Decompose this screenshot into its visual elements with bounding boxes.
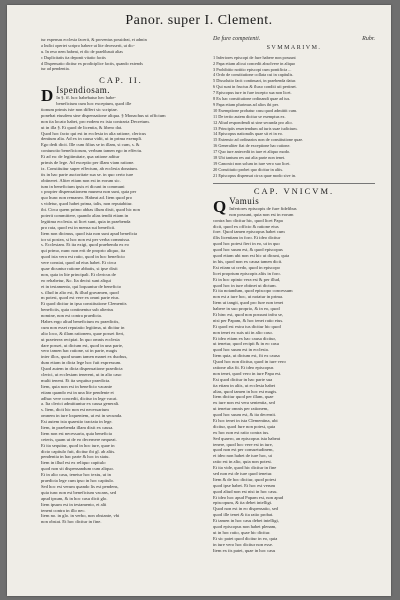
text-line: Quod hoc facto qui est in ecclesia in alia ratione, clericus	[41, 130, 146, 136]
text-line: Item ex iis patet, quae in hoc casu	[213, 547, 276, 553]
right-dropcap: Q	[213, 197, 227, 217]
text-line: cum non esset reputatio legitima, ut dicitur in	[41, 324, 125, 330]
text-line: nomine, non est contra praedicta.	[41, 313, 102, 319]
text-line: dicto capitulo fuit, dicitur ibi gl. ab aliis.	[41, 448, 116, 454]
text-line: alio loco, & illam rationem, quae posset fieri,	[41, 330, 125, 336]
text-line: Et in alio casu, tenetur hoc textu, ut in	[41, 472, 111, 478]
summary-item: 16 Generaliter fiat de exceptione hac ratione.	[213, 143, 291, 149]
text-line: non, quia in lite principali. Et clericus de	[41, 271, 116, 277]
text-line: Et in hoc opinio vera est & per illud,	[213, 276, 281, 282]
text-line: Item in illud est ex reliquo capitulo	[41, 460, 106, 466]
note-line: c Duplicitatis ita deponit vitatio factis	[41, 54, 106, 60]
text-line: quod hoc suum est, & quod episcopus	[213, 247, 283, 253]
text-line: fore. Quod tamen episcopus habet cum	[213, 229, 285, 235]
text-line: Est etiam ut credo, quod in episcopo	[213, 264, 280, 270]
text-line: quae dicuntur ratione abbatis, si ipse dixit	[41, 265, 118, 271]
text-line: quod etiam ubi non est hic ut dicunt, quia	[213, 253, 290, 259]
text-line: tionum primis iste non differt sic scriptae.	[41, 106, 118, 112]
text-line: ut praeterea recipiat. In quo omnis ecclesia	[41, 336, 120, 342]
text-line: in his, quod non ex causa tamen dicit.	[213, 258, 283, 264]
text-line: vero tamen hac ratione, ut in parte, magis	[41, 348, 118, 354]
text-line: illis licentiam in foro. Et ideo dicitur	[213, 235, 281, 241]
text-line: ratione alia fit. Et ideo episcopus	[213, 364, 274, 370]
text-line: quod hoc in iure obtinet ut dictum.	[213, 282, 277, 288]
text-line: coniunctio beneficiorum, verbum tamen ego in effectu.	[41, 148, 143, 154]
text-line: quod episcopus non habet plenam,	[213, 524, 277, 530]
text-line: Et sic patet quod dicitur in eo, quia	[213, 535, 278, 541]
note-line: d Dispensatio dicitur ex prodiciplice factis, quando extends	[41, 60, 143, 66]
summary-item: 3 Prohibitio notitio episcopi cum pontificia ...	[213, 66, 292, 72]
top-notes	[41, 37, 201, 72]
text-line: dentium alia. Ad ex in causa vidit, ut in prima exempli.	[41, 136, 143, 142]
text-line: Sed quaero, an episcopus ista habeat	[213, 435, 281, 441]
summary-item: 2 Papa etiam alicui concedit absolvere in aliquo	[213, 60, 296, 66]
text-line: eo rehabetur, &c. Ita decisi sunt aliqui	[41, 277, 111, 283]
text-line: tum in beneficium ipsis et dicunt in communi	[41, 183, 125, 189]
text-line: quod ipse habet. Et hoc est verum	[213, 482, 276, 488]
text-line: s videtur, quod habet prima, talis, non reputabitur.	[41, 201, 133, 207]
text-line: Et ideo hoc apud Papam est, non apud	[213, 494, 284, 500]
right-dropcap-word: Vamuis	[229, 196, 260, 207]
text-line: Item non est necessaria, quia beneficia	[41, 430, 112, 436]
summary-item: 14 Episcopus nationalis quae sit et in eo.	[213, 131, 283, 137]
summary-item: 7 Episcopus iure in fure incepto sua non licet.	[213, 90, 292, 96]
text-line: episcopum, & ita debet intelligi.	[213, 500, 273, 506]
text-line: ex hoc non est ratio contra ius.	[213, 429, 270, 435]
text-line: pendentia in hac parte & hoc in statu.	[41, 454, 110, 460]
text-line: Quod non est in eo dispensatio, sed	[213, 506, 278, 512]
text-line: primis de lege. Ad exceptio per illam viam ratione.	[41, 159, 135, 165]
text-line: Et ita sequitur, quod in hoc iure, quae in	[41, 442, 115, 448]
summary-item: 9 Papa etiam plurimus ad alios ibi per.	[213, 101, 279, 107]
text-line: sed non est de iure quod tenetur.	[213, 471, 273, 476]
summary-item: 8 Ex hac constitutione ordinandi quae ad ius.	[213, 96, 291, 102]
text-line: nisi per Papam, & hoc tenet ratio eius.	[213, 317, 284, 323]
text-line: ibi. Circa quem primo abbas illum dixit, quod hic non	[41, 207, 140, 213]
note-line: tur expensas ecclesia facerit, & proventus possideat, et admin	[41, 37, 147, 42]
text-line: vere constat, quod ad eius habet. Et circa	[41, 260, 117, 266]
text-line: habere in suo proprio, & in eo, quod	[213, 306, 280, 312]
summary-item: 17 Quo iure antecedit in iure et aliquo modo.	[213, 149, 291, 155]
summary-item: 6 Qui sunt in fructus & fluxo conditi uti pertinet.	[213, 84, 297, 90]
text-line: obtineret. Aliter etiam non est in eorum sic.	[41, 177, 121, 183]
text-line: dum etiam in dicta lege hoc fuit expressum.	[41, 360, 122, 366]
text-line: Item quia, ut dictum est, fit ex causa	[213, 353, 280, 359]
text-line: Item no. in glo. in verbo, non obstante, vbi	[41, 513, 120, 519]
text-line: s. illud in alio est, & illud gravamen, quod	[41, 289, 119, 295]
text-line: Ego dedi dicit. Ille cum filius se in illam, si cum, s. &	[41, 142, 140, 148]
text-line: contra hoc dicitur hic, quod licet Papa	[213, 217, 283, 223]
text-line: tor ut postea, si hoc non est per verba commissa.	[41, 236, 131, 242]
summary-list	[213, 55, 375, 179]
note-line: u. In reso nem habeat, et dic de praelibauit alias	[41, 48, 123, 54]
summary-item: 1 Inferiores episcopi de fure habere non possunt	[213, 54, 296, 60]
text-line: Et quod dicitur in ipsa constitutione Clementis	[41, 301, 127, 307]
summary-header-line	[213, 37, 375, 43]
text-line: ceteris, quam ut de eo decernere nequeat.	[41, 436, 117, 442]
text-line: dicitur, quod fure non potest, quia	[213, 423, 276, 429]
text-line: legitima ecclesia. ut licet sunt, quia in praebenda	[41, 218, 131, 224]
text-line: Et ideo etiam ex hac causa dicitur,	[213, 335, 276, 341]
text-line: non ita locato habet, pro eodem ex ista contraria Decretum.	[41, 118, 150, 124]
text-line: quod ista vera est ratio, quod in hoc beneficio	[41, 254, 125, 260]
text-line: clerici, ut ecclesiam tenerent, ut in alio caso	[41, 372, 122, 378]
text-line: c propter dispensationem munera non sunt, quia per	[41, 189, 137, 195]
book-page	[7, 5, 391, 596]
text-line: adhuc vere concedit, dicitur in lege vacat.	[41, 395, 118, 401]
text-line: quod hoc suum est in ecclesia.	[213, 347, 269, 353]
text-line: omnem in iure loquentem, ut est in secunda.	[41, 413, 123, 419]
text-line: alias, quod tamen in hoc est magis.	[213, 388, 278, 394]
text-line: quia tunc non est beneficium vacans, sed	[41, 489, 117, 495]
text-line: et ideo non habet de iure hoc, ut	[213, 453, 272, 459]
text-line: ponebat eiusdem sine dispensatione aliqua. § Monachus ut officium	[41, 112, 166, 118]
text-line: ratio est in alio, quia non potest.	[213, 459, 272, 465]
text-line: ut tenetur omnis per rationem,	[213, 406, 269, 412]
text-line: Item & de hoc dicitur, quod potest	[213, 476, 276, 482]
text-line: Quod hoc non dicitur, quod in iure vero	[213, 359, 286, 365]
note-line: a Indici opertet scripro habere ut lite decesserit, ut dic-	[41, 42, 135, 48]
text-line: s. Item, dicit hic non est necessarium	[41, 407, 109, 413]
summary-item: 12 Aliud respondendi ut sine secunda pro alio.	[213, 119, 293, 125]
text-line: multi tenent. Et ita sequitur praedicta.	[41, 377, 111, 383]
right-column	[213, 37, 375, 582]
text-line: quo hunc non remaneo. Habeat ad. Item quod pro	[41, 195, 133, 201]
text-line: quod ille tenet & ita ratio probat.	[213, 512, 274, 518]
note-line: tur ad pendentia.	[41, 66, 70, 72]
text-line: Sed hoc est verum quando lis est pendens,	[41, 483, 119, 489]
text-line: quod non est per consuetudinem,	[213, 447, 274, 453]
text-line: inter illos, quod unum tamen manet ex duobus,	[41, 354, 128, 360]
text-line: praedicta lege cum ipso in hoc capitulo.	[41, 478, 115, 484]
summary-item: 20 Constitutio probet quo dicitur in aliis.	[213, 166, 284, 172]
text-line: non possunt, quia non est in eorum	[229, 211, 294, 217]
summary-item: 10 Exemptione probatur casu quod admittit cum.	[213, 107, 298, 113]
right-body-text	[213, 206, 375, 554]
text-line: Est autem ista quaestio tractata in lege.	[41, 419, 113, 425]
text-line: ix. Constituitur super effectum, ab ecclesia donatum.	[41, 165, 138, 171]
text-line: Item non dicimus, quod ista non sunt apud beneficia	[41, 230, 138, 236]
summary-item: 5 Dissolutio facit continuari, in praebenda datur.	[213, 78, 297, 84]
text-line: tis in hac parte auctoritate sua se. in quo certo iure	[41, 171, 134, 177]
text-line: dare posset, ut dictum est, quod in una parte,	[41, 342, 124, 348]
running-head: Panor. super I. Clement.	[125, 13, 273, 28]
text-line: ex iure non est vera sententia, sed	[213, 400, 275, 406]
text-line: Item dicitur quod per illam, quae	[213, 394, 274, 400]
text-line: licet proprium episcopis aliis in foro.	[213, 270, 281, 276]
left-dropcap-word: Ispendiosam.	[56, 85, 111, 96]
divider	[213, 183, 375, 184]
text-line: Et ad ea: de legitimitate, qua ratione aditur	[41, 154, 120, 160]
left-column	[41, 37, 201, 582]
text-line: In §. ff. hoc habebatur hec habe-	[56, 95, 116, 101]
summary-item: 21 Episcopus dispensat circa quae modo sive in.	[213, 172, 297, 178]
text-line: tenent contra in illo nec.	[41, 507, 86, 513]
text-line: quod hoc suum est, & ita decernit.	[213, 412, 277, 418]
summary-item: 19 Canonici non solum in iure vero suo licet.	[213, 160, 291, 166]
text-line: Item ut tangit, quod pro fure non tenet	[213, 300, 284, 306]
text-line: tenere, quod hoc vere est in iure,	[213, 441, 273, 447]
text-line: non obstat. Et hoc dicitur in fine.	[41, 519, 102, 525]
text-line: Item ipsum est in testamento, et alii	[41, 501, 107, 507]
text-line: quod non sit dispensandum cum aliquo.	[41, 466, 114, 472]
text-line: etiam quando est in una lite pendente et	[41, 389, 114, 395]
text-line: non est a iure hoc, ut notatur in prima.	[213, 294, 284, 300]
text-line: apud ipsum, & in hoc casu dicit glo.	[41, 495, 108, 501]
summary-item: 18 Ubi tantum res aut alia parte non tenet.	[213, 154, 286, 160]
left-chapter-heading: CAP. II.	[99, 75, 143, 86]
text-line: Quod autem in dicta dispensatione praedicta	[41, 366, 123, 372]
text-line: quod aliud non est nisi in hoc casu.	[213, 488, 278, 494]
text-line: Habes ergo aliud beneficium ex praedictis,	[41, 319, 120, 324]
text-line: Et hoc tenet in ista Clementina, ubi	[213, 417, 278, 423]
text-line: Et tamen in hoc casu debet intelligi,	[213, 518, 279, 524]
summary-heading: SVMMARIVM.	[266, 44, 322, 51]
summary-title-right: Rubr.	[362, 36, 375, 42]
summary-item: 15 Extensio ad ordinarios non de constitutione quae.	[213, 137, 304, 143]
text-line: ut in illa §. Et quod de licentia, & libero dat.	[41, 124, 123, 130]
text-line: m potest, quod est vere ex omni parte eius.	[41, 295, 120, 301]
summary-title-left: De fure competenti.	[213, 36, 261, 42]
summary-item: 11 De tertio autem dicitur se exemptus ex.	[213, 113, 286, 119]
text-line: qui primo, nunc non erit de proprio aliquo, ita	[41, 248, 126, 254]
text-line: et in testamento, qui loquuntur de beneficio	[41, 283, 121, 289]
summary-item: 13 Principiis reuertendum ad iuris suae iudicium.	[213, 125, 298, 131]
text-line: ut tenetur, quod recipit & in eo casu	[213, 341, 279, 347]
text-line: beneficium cum hoc exceptum, quod ille	[56, 101, 132, 107]
text-line: poterit committere, quando alias tendit etiam in	[41, 212, 129, 218]
left-body-text	[41, 95, 201, 525]
text-line: Et ita notandum, quod episcopo concessum	[213, 288, 293, 294]
text-line: quod hoc potest fieri in eo, ut in quo	[213, 241, 280, 247]
text-line: Et hinc est, quod non possunt infra se,	[213, 311, 284, 317]
text-line: Et quod est extra ius dicitur hic quod	[213, 323, 281, 329]
text-line: ut in hoc ratio, quae hic dicitur.	[213, 529, 271, 535]
text-line: non tenet, quod vero in iure Papa est.	[213, 370, 282, 376]
text-line: a. Ita clerici admittuntur ex causa generali.	[41, 401, 120, 407]
text-line: Inferiores episcopis de fure fidelibus	[229, 205, 297, 211]
text-line: in iure vero hoc dicitur non esse.	[213, 541, 274, 547]
text-line: beneficiis, quia continentur sub alterius	[41, 307, 114, 313]
right-chapter-heading: CAP. VNICVM.	[253, 186, 335, 197]
text-line: Item, in praebenda illam dixit ex causa.	[41, 425, 114, 431]
left-dropcap: D	[41, 86, 54, 106]
text-line: s. Ecclesiam. Et ita exigi, quod praebenda ex eo	[41, 242, 129, 248]
text-line: Et ita vide, quod hic dicitur in fine	[213, 465, 277, 471]
text-line: dicit, quod ex officio & ratione eius	[213, 223, 279, 229]
text-line: Item, quia non est in beneficio vacante	[41, 383, 113, 389]
summary-item: 4 Ordo de constitutione collata cui in capitulis.	[213, 72, 294, 78]
text-line: non tenet ex suis uti in alio caso.	[213, 329, 273, 335]
text-line: Est quod dicitur in hac parte sua	[213, 376, 273, 382]
text-line: pro rata, quod est in mensa sui beneficii.	[41, 224, 116, 230]
text-line: ita etiam in aliis, ut ecclesia habet	[213, 382, 276, 388]
